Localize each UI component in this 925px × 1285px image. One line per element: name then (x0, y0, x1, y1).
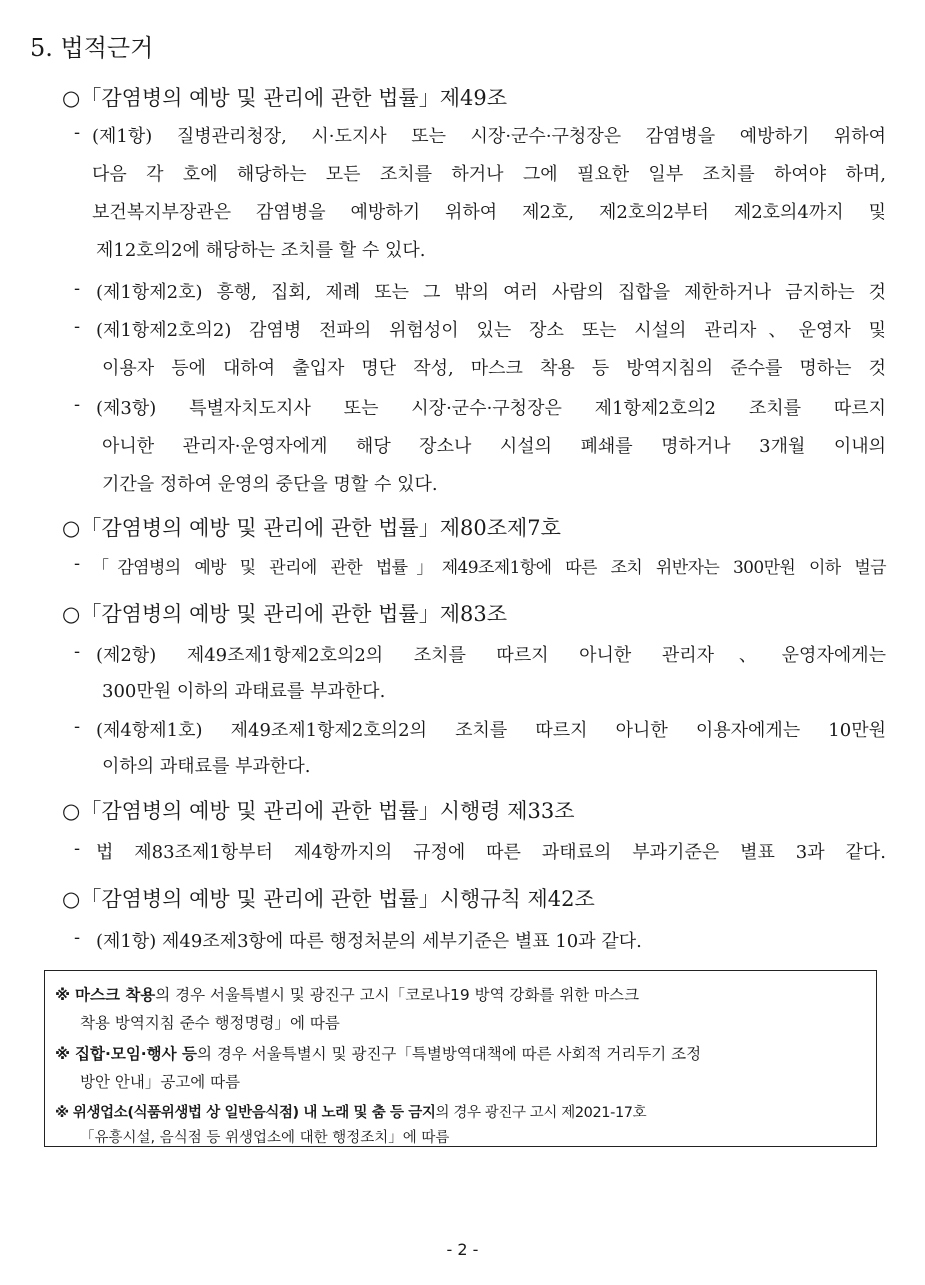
dash-marker: - (74, 927, 81, 948)
note-continuation: 방안 안내」공고에 따름 (80, 1073, 241, 1091)
note-text: 의 경우 광진구 고시 제2021-17호 (435, 1105, 647, 1121)
dash-marker: - (74, 553, 81, 574)
item-line: (제1항제2호) 흥행, 집회, 제례 또는 그 밖의 여러 사람의 집합을 제한하거나 금지하는 것 (96, 282, 886, 303)
item-line: 이하의 과태료를 부과한다. (102, 756, 311, 777)
law-title-decree-art33: ○「감염병의 예방 및 관리에 관한 법률」시행령 제33조 (62, 799, 575, 823)
dash-marker: - (74, 394, 81, 415)
dash-marker: - (74, 838, 81, 859)
item-line: (제3항) 특별자치도지사 또는 시장·군수·구청장은 제1항제2호의2 조치를 따르지 (96, 398, 886, 419)
item-line: (제1항) 질병관리청장, 시·도지사 또는 시장·군수·구청장은 감염병을 예방하기 위하여 (92, 126, 886, 147)
note-text: 의 경우 서울특별시 및 광진구 고시「코로나19 방역 강화를 위한 마스크 (155, 986, 640, 1004)
note-item (55, 983, 639, 1005)
item-line: 법 제83조제1항부터 제4항까지의 규정에 따른 과태료의 부과기준은 별표 3과 같다. (96, 842, 886, 863)
item-line: 보건복지부장관은 감염병을 예방하기 위하여 제2호, 제2호의2부터 제2호의4까지 및 (92, 202, 886, 223)
note-mark: ※ (55, 1045, 71, 1063)
law-title-art80: ○「감염병의 예방 및 관리에 관한 법률」제80조제7호 (62, 516, 561, 540)
note-item (55, 1042, 701, 1064)
note-continuation: 착용 방역지침 준수 행정명령」에 따름 (80, 1014, 340, 1032)
item-line: (제4항제1호) 제49조제1항제2호의2의 조치를 따르지 아니한 이용자에게는 10만원 (96, 720, 886, 741)
note-mark: ※ (55, 986, 71, 1004)
law-title-rule-art42: ○「감염병의 예방 및 관리에 관한 법률」시행규칙 제42조 (62, 887, 595, 911)
page-number: - 2 - (446, 1240, 479, 1259)
dash-marker: - (74, 641, 81, 662)
item-line: 기간을 정하여 운영의 중단을 명할 수 있다. (102, 474, 438, 495)
item-line: 다음 각 호에 해당하는 모든 조치를 하거나 그에 필요한 일부 조치를 하여야 하며, (92, 164, 886, 185)
item-line: 아니한 관리자·운영자에게 해당 장소나 시설의 폐쇄를 명하거나 3개월 이내의 (102, 436, 886, 457)
section-heading: 5. 법적근거 (30, 34, 154, 62)
note-continuation: 「유흥시설, 음식점 등 위생업소에 대한 행정조치」에 따름 (80, 1130, 450, 1146)
note-emphasis: 위생업소(식품위생법 상 일반음식점) 내 노래 및 춤 등 금지 (72, 1105, 436, 1121)
note-emphasis: 집합·모임·행사 등 (75, 1045, 197, 1063)
dash-marker: - (74, 716, 81, 737)
item-line: 300만원 이하의 과태료를 부과한다. (102, 681, 386, 702)
item-line: (제1항제2호의2) 감염병 전파의 위험성이 있는 장소 또는 시설의 관리자、운영자 및 (96, 320, 886, 341)
notes-box (44, 970, 877, 1147)
dash-marker: - (74, 278, 81, 299)
item-line: (제1항) 제49조제3항에 따른 행정처분의 세부기준은 별표 10과 같다. (96, 931, 642, 952)
item-line: 이용자 등에 대하여 출입자 명단 작성, 마스크 착용 등 방역지침의 준수를 명하는 것 (102, 358, 886, 379)
note-mark: ※ (55, 1105, 69, 1121)
dash-marker: - (74, 122, 81, 143)
note-text: 의 경우 서울특별시 및 광진구「특별방역대책에 따른 사회적 거리두기 조정 (197, 1045, 702, 1063)
item-line: 제12호의2에 해당하는 조치를 할 수 있다. (96, 240, 426, 261)
law-title-art83: ○「감염병의 예방 및 관리에 관한 법률」제83조 (62, 602, 507, 626)
item-line: (제2항) 제49조제1항제2호의2의 조치를 따르지 아니한 관리자、운영자에게는 (96, 645, 886, 666)
dash-marker: - (74, 316, 81, 337)
note-emphasis: 마스크 착용 (75, 986, 156, 1004)
item-line: 「감염병의 예방 및 관리에 관한 법률」제49조제1항에 따른 조치 위반자는 300만원 이하 벌금 (92, 558, 886, 578)
law-title-art49: ○「감염병의 예방 및 관리에 관한 법률」제49조 (62, 86, 507, 110)
note-item (55, 1101, 646, 1122)
